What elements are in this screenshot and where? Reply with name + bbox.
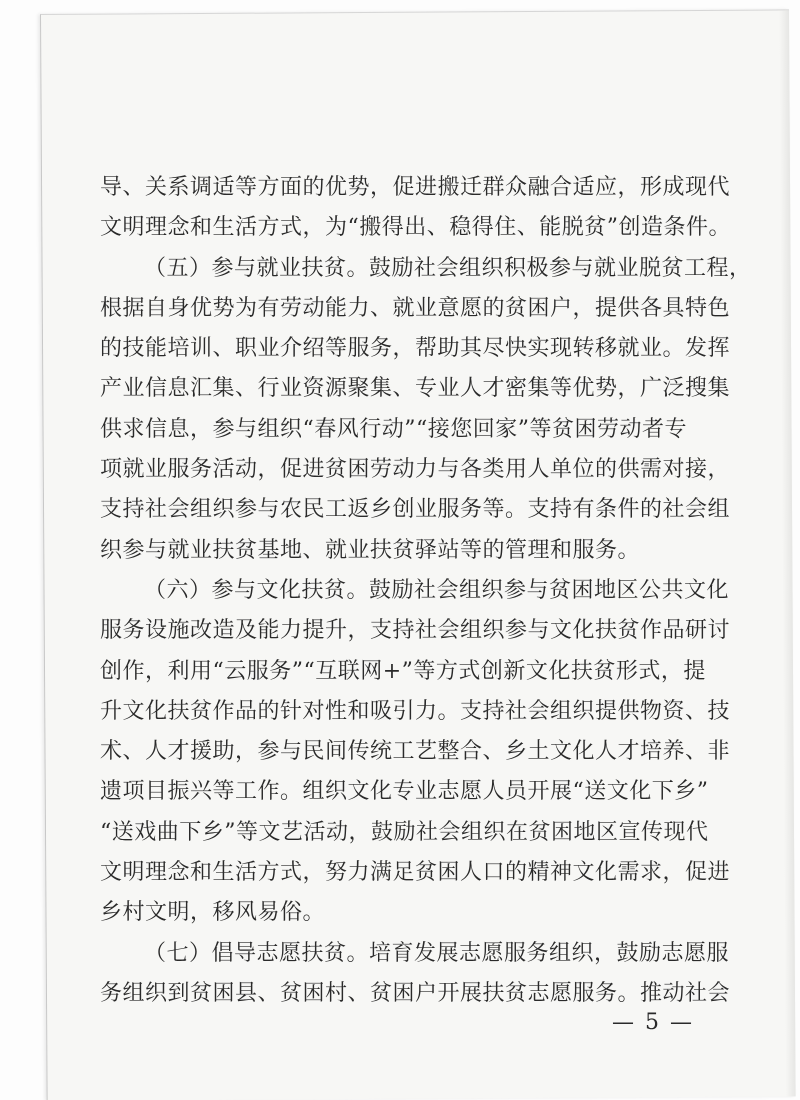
text-line: 升文化扶贫作品的针对性和吸引力。支持社会组织提供物资、技 (100, 698, 731, 724)
section-heading-line: （五）参与就业扶贫。鼓励社会组织积极参与就业脱贫工程， (144, 255, 752, 281)
text-line: 织参与就业扶贫基地、就业扶贫驿站等的管理和服务。 (100, 537, 641, 563)
text-line: 文明理念和生活方式，为“搬得出、稳得住、能脱贫”创造条件。 (100, 215, 731, 241)
text-line: 支持社会组织参与农民工返乡创业服务等。支持有条件的社会组 (100, 497, 731, 523)
text-line: 导、关系调适等方面的优势，促进搬迁群众融合适应，形成现代 (100, 175, 731, 200)
text-line: 的技能培训、职业介绍等服务，帮助其尽快实现转移就业。发挥 (100, 336, 731, 362)
text-line: 文明理念和生活方式，努力满足贫困人口的精神文化需求，促进 (100, 860, 731, 886)
text-line: 产业信息汇集、行业资源聚集、专业人才密集等优势，广泛搜集 (100, 376, 731, 402)
section-heading-line: （七）倡导志愿扶贫。培育发展志愿服务组织，鼓励志愿服 (144, 940, 730, 966)
text-line: 供求信息，参与组织“春风行动”“接您回家”等贫困劳动者专 (100, 416, 687, 442)
text-line: 务组织到贫困县、贫困村、贫困户开展扶贫志愿服务。推动社会 (100, 980, 731, 1006)
text-line: 创作，利用“云服务”“互联网+”等方式创新文化扶贫形式，提 (100, 658, 706, 684)
text-line: 项就业服务活动，促进贫困劳动力与各类用人单位的供需对接， (100, 457, 731, 483)
text-line: 根据自身优势为有劳动能力、就业意愿的贫困户，提供各具特色 (100, 295, 731, 321)
text-line: 遗项目振兴等工作。组织文化专业志愿人员开展“送文化下乡” (100, 779, 709, 805)
page-number: — 5 — (612, 1010, 694, 1035)
text-line: 术、人才援助，参与民间传统工艺整合、乡土文化人才培养、非 (100, 739, 731, 765)
text-line: “送戏曲下乡”等文艺活动，鼓励社会组织在贫困地区宣传现代 (100, 819, 709, 845)
text-line: 服务设施改造及能力提升，支持社会组织参与文化扶贫作品研讨 (100, 618, 731, 644)
document-body (100, 168, 752, 1014)
section-heading-line: （六）参与文化扶贫。鼓励社会组织参与贫困地区公共文化 (144, 577, 730, 603)
text-line: 乡村文明，移风易俗。 (100, 900, 326, 926)
